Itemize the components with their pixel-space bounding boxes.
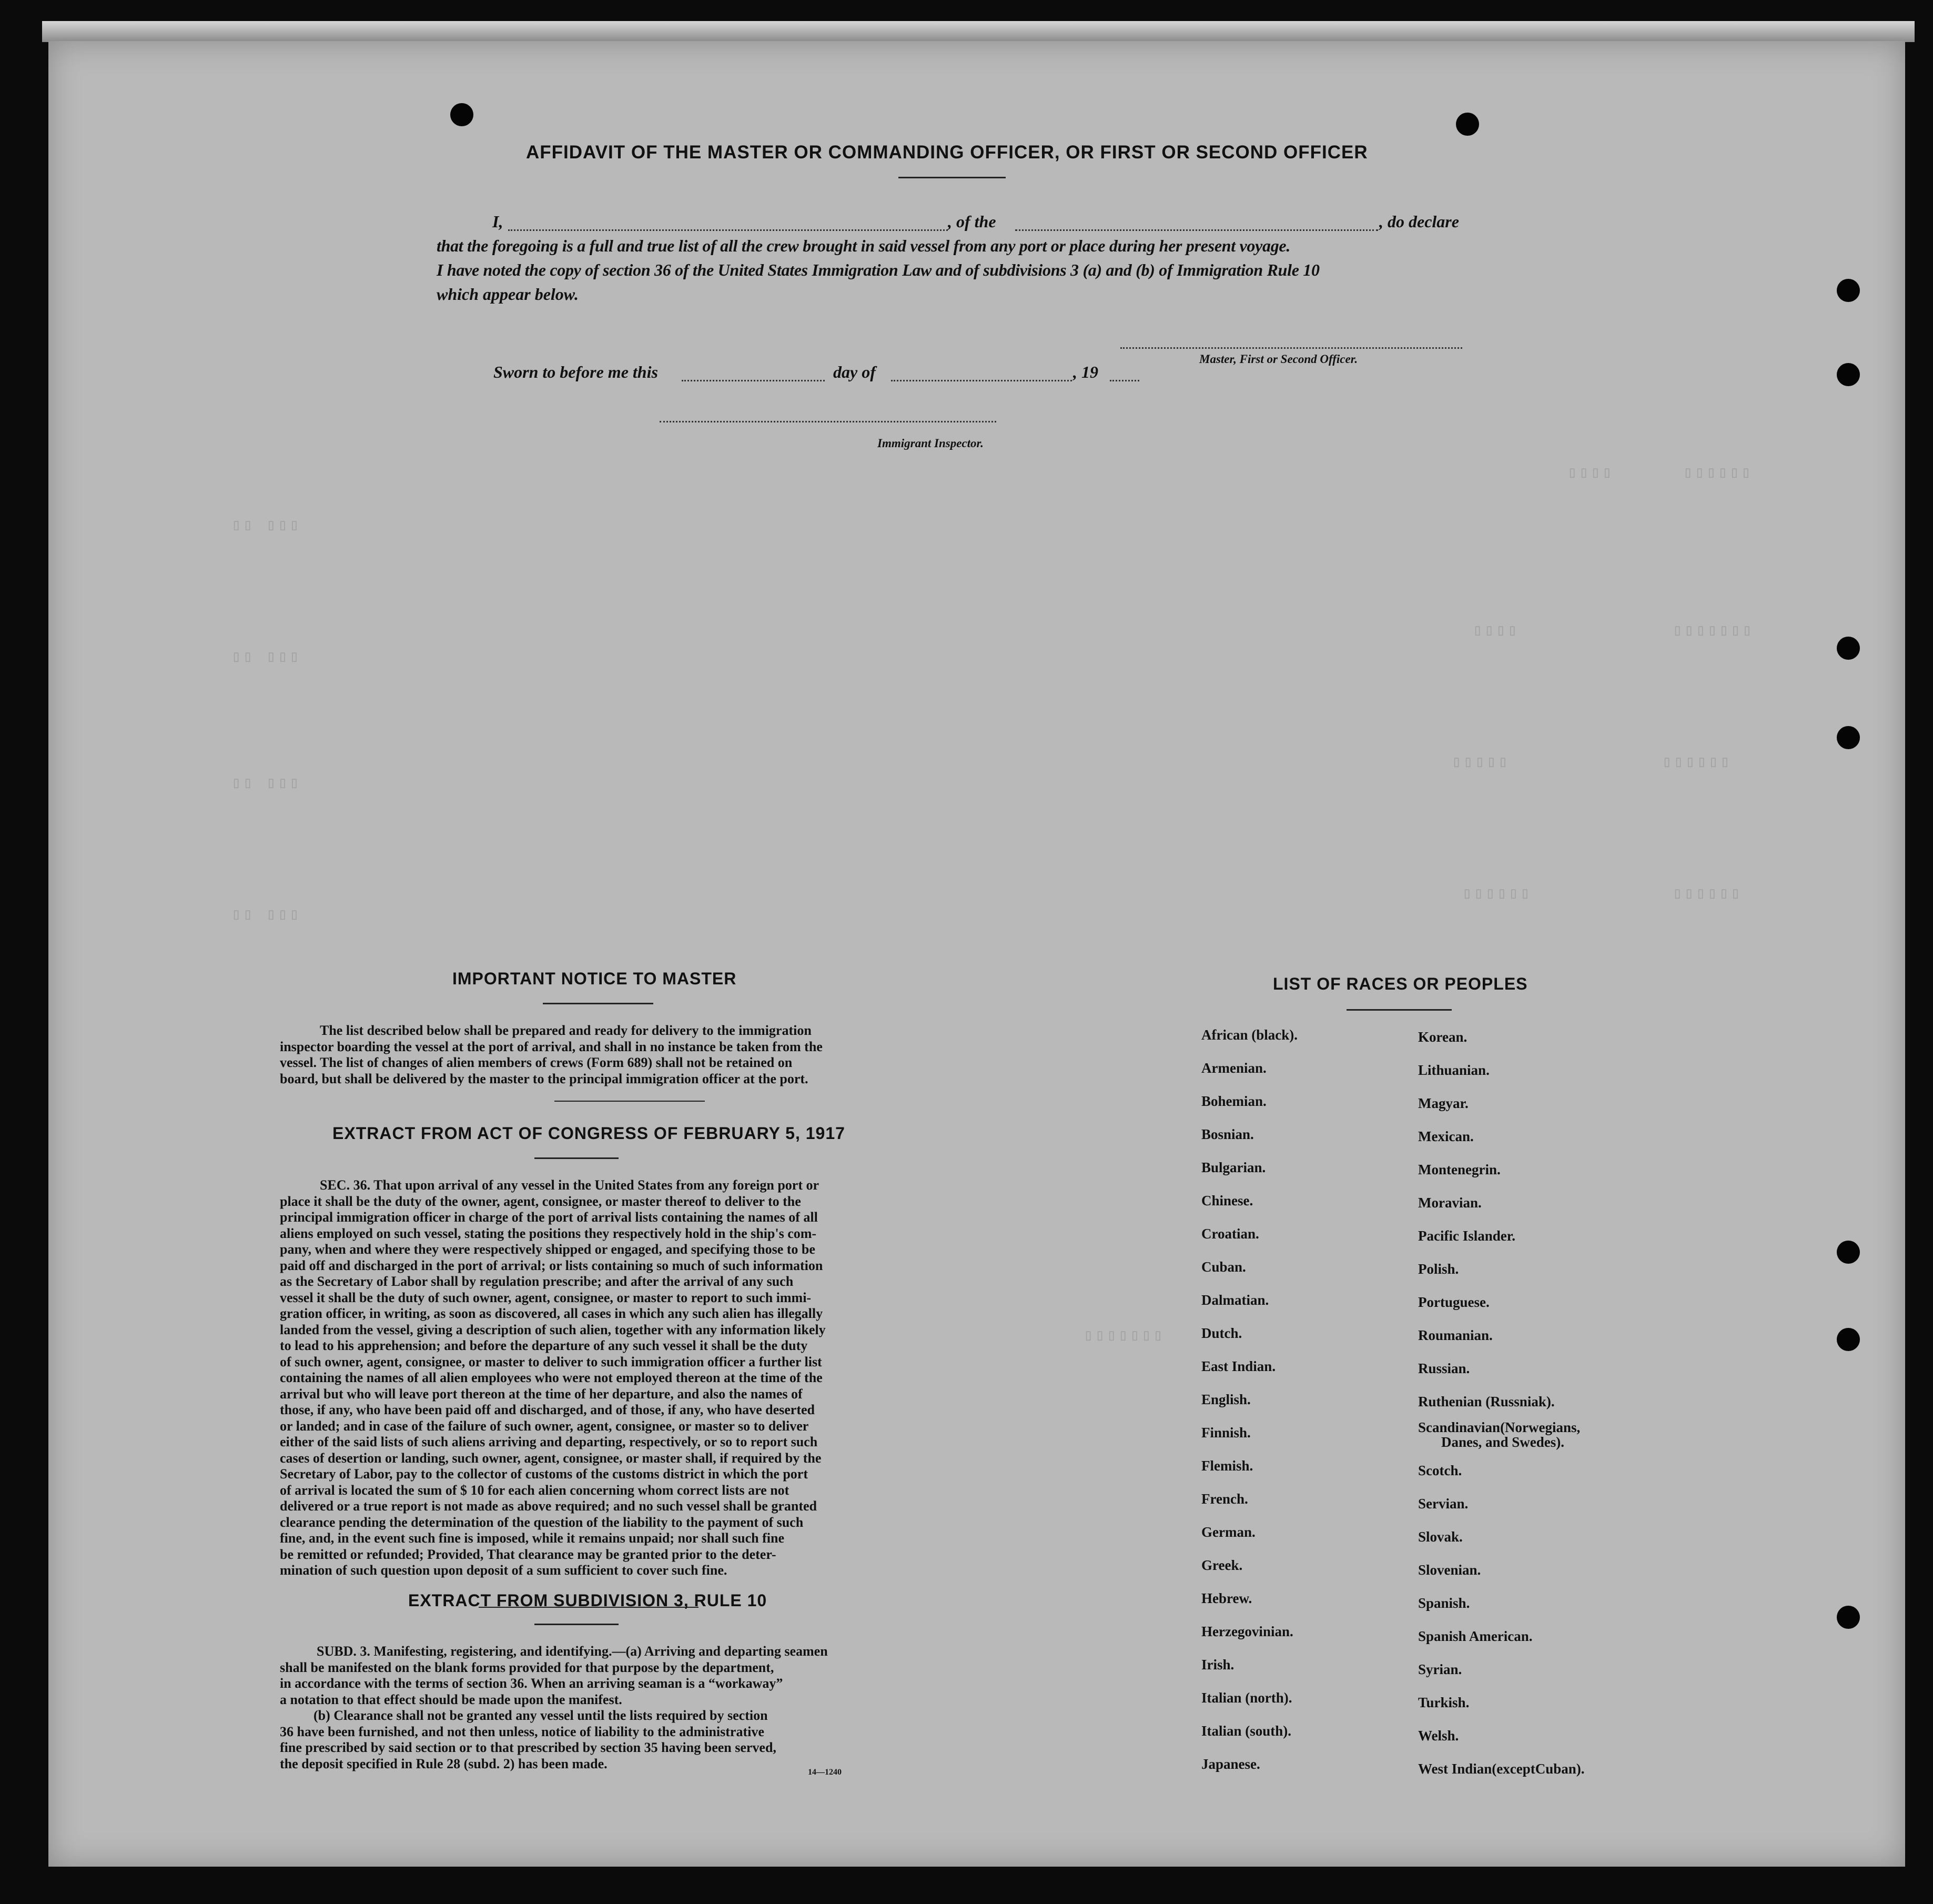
race-item: West Indian(exceptCuban). xyxy=(1418,1761,1585,1777)
race-item: Italian (south). xyxy=(1201,1723,1292,1739)
race-item: Japanese. xyxy=(1201,1756,1260,1772)
punch-hole xyxy=(1837,363,1860,386)
race-item: Servian. xyxy=(1418,1496,1469,1512)
sworn-day-field[interactable] xyxy=(682,380,825,381)
notice-title-rule xyxy=(543,1003,653,1004)
act-line: fine, and, in the event such fine is imposed, while it remains unpaid; nor shall such fine xyxy=(280,1530,785,1546)
bleed-through-text: ▯▯▯▯▯▯ xyxy=(1462,885,1532,903)
race-item: Welsh. xyxy=(1418,1728,1459,1744)
rule-line: the deposit specified in Rule 28 (subd. 2) has been made. xyxy=(280,1756,608,1771)
officer-signature-caption: Master, First or Second Officer. xyxy=(1199,352,1358,366)
act-line: SEC. 36. That upon arrival of any vessel in the United States from any foreign port or xyxy=(320,1177,819,1193)
rule-line: shall be manifested on the blank forms provided for that purpose by the department, xyxy=(280,1659,774,1675)
punch-hole xyxy=(1837,637,1860,660)
act-line: arrival but who will leave port thereon at the time of her departure, and also the names of xyxy=(280,1386,803,1402)
race-item: French. xyxy=(1201,1491,1248,1507)
race-item: English. xyxy=(1201,1392,1251,1407)
race-item: Moravian. xyxy=(1418,1195,1482,1211)
bleed-through-text: ▯▯ ▯▯▯ xyxy=(231,775,301,793)
race-item: Pacific Islander. xyxy=(1418,1228,1515,1244)
bleed-through-text: ▯▯▯▯ xyxy=(1473,622,1520,640)
act-title-rule xyxy=(534,1157,619,1159)
race-item-continued: Danes, and Swedes). xyxy=(1441,1434,1565,1450)
race-item: Armenian. xyxy=(1201,1060,1267,1076)
race-item: Magyar. xyxy=(1418,1095,1469,1111)
race-item: Cuban. xyxy=(1201,1259,1246,1275)
race-item: Korean. xyxy=(1418,1029,1468,1045)
act-line: containing the names of all alien employees who were not employed thereon at the time of the xyxy=(280,1370,823,1385)
act-paragraph xyxy=(280,1177,909,1579)
rule-title: EXTRACT FROM SUBDIVISION 3, RULE 10 xyxy=(408,1591,767,1610)
bleed-through-text: ▯▯▯▯▯ xyxy=(1452,754,1510,772)
rule-title-rule xyxy=(534,1624,619,1625)
affidavit-line-4: which appear below. xyxy=(437,285,579,304)
sworn-year-field[interactable] xyxy=(1110,380,1139,381)
act-line: principal immigration officer in charge of the port of arrival lists containing the names of all xyxy=(280,1210,818,1225)
race-item: Portuguese. xyxy=(1418,1294,1490,1310)
punch-hole xyxy=(450,103,473,126)
document-page xyxy=(48,41,1905,1867)
affidavit-of-the-label: , of the xyxy=(948,212,996,231)
act-line: Secretary of Labor, pay to the collector of customs of the customs district in which the port xyxy=(280,1466,808,1482)
act-line: aliens employed on such vessel, stating the positions they respectively hold in the ship's com- xyxy=(280,1225,817,1241)
act-line: be remitted or refunded; Provided, That clearance may be granted prior to the deter- xyxy=(280,1546,776,1562)
rule-line: in accordance with the terms of section 36. When an arriving seaman is a “workaway” xyxy=(280,1676,783,1691)
race-item: Bohemian. xyxy=(1201,1093,1267,1109)
act-line: those, if any, who have been paid off and discharged, and of those, if any, who have deserted xyxy=(280,1402,815,1417)
act-line: landed from the vessel, giving a description of such alien, together with any information likely xyxy=(280,1322,826,1337)
section-divider xyxy=(554,1101,705,1102)
affidavit-title: AFFIDAVIT OF THE MASTER OR COMMANDING OFFICER, OR FIRST OR SECOND OFFICER xyxy=(526,142,1368,163)
punch-hole xyxy=(1837,279,1860,302)
rule-line: a notation to that effect should be made upon the manifest. xyxy=(280,1691,622,1707)
races-title: LIST OF RACES OR PEOPLES xyxy=(1273,974,1528,993)
affidavit-line-2: that the foregoing is a full and true list of all the crew brought in said vessel from any port or place during her present voyage. xyxy=(437,236,1291,255)
affidavit-line-3: I have noted the copy of section 36 of the United States Immigration Law and of subdivisions 3 (a) and (b) of Immigration Rule 10 xyxy=(437,260,1320,279)
race-item: Flemish. xyxy=(1201,1458,1253,1474)
race-item: Mexican. xyxy=(1418,1129,1474,1144)
bleed-through-text: ▯▯▯▯▯▯ xyxy=(1673,885,1743,903)
race-item: Finnish. xyxy=(1201,1425,1251,1440)
race-item: Slovenian. xyxy=(1418,1562,1481,1578)
bleed-through-text: ▯▯ ▯▯▯ xyxy=(231,517,301,535)
act-line: vessel it shall be the duty of such owner, agent, consignee, or master to report to such immi- xyxy=(280,1290,812,1305)
notice-line: The list described below shall be prepared and ready for delivery to the immigration xyxy=(320,1023,812,1038)
act-line: gration officer, in writing, as soon as discovered, all cases in which any such alien has illegally xyxy=(280,1306,823,1321)
act-line: place it shall be the duty of the owner, agent, consignee, or master thereof to deliver to the xyxy=(280,1193,801,1209)
sworn-label: Sworn to before me this xyxy=(493,362,658,381)
rule-line: (b) Clearance shall not be granted any vessel until the lists required by section xyxy=(313,1708,768,1723)
race-item: Roumanian. xyxy=(1418,1327,1493,1343)
race-item: Italian (north). xyxy=(1201,1690,1292,1706)
race-item: East Indian. xyxy=(1201,1358,1276,1374)
race-item: Montenegrin. xyxy=(1418,1162,1501,1177)
page-top-edge xyxy=(42,21,1915,42)
race-item: Dutch. xyxy=(1201,1325,1242,1341)
notice-line: board, but shall be delivered by the master to the principal immigration officer at the port. xyxy=(280,1071,808,1086)
race-item: Spanish American. xyxy=(1418,1628,1533,1644)
inspector-signature-field[interactable] xyxy=(660,421,996,422)
inspector-caption: Immigrant Inspector. xyxy=(877,437,984,450)
bleed-through-text: ▯▯ ▯▯▯ xyxy=(231,649,301,667)
race-item: Scotch. xyxy=(1418,1463,1462,1478)
race-item: Lithuanian. xyxy=(1418,1062,1490,1078)
act-line: mination of such question upon deposit of a sum sufficient to cover such fine. xyxy=(280,1563,727,1578)
race-item: Croatian. xyxy=(1201,1226,1259,1242)
rule-paragraph xyxy=(280,1644,909,1772)
punch-hole xyxy=(1456,113,1479,136)
rule-line: 36 have been furnished, and not then unless, notice of liability to the administrative xyxy=(280,1724,764,1739)
bleed-through-text: ▯▯ ▯▯▯ xyxy=(231,906,301,924)
act-line: pany, when and where they were respectively shipped or engaged, and specifying those to be xyxy=(280,1242,815,1257)
year-label: , 19 xyxy=(1073,362,1098,381)
act-title: EXTRACT FROM ACT OF CONGRESS OF FEBRUARY 5, 1917 xyxy=(332,1124,845,1143)
punch-hole xyxy=(1837,1328,1860,1351)
race-item: Chinese. xyxy=(1201,1193,1253,1208)
act-line: to lead to his apprehension; and before the departure of any such vessel it shall be the duty xyxy=(280,1338,808,1353)
affiant-name-field[interactable] xyxy=(508,229,948,231)
notice-paragraph xyxy=(280,1023,909,1087)
punch-hole xyxy=(1837,1606,1860,1629)
act-line: paid off and discharged in the port of arrival; or lists containing so much of such information xyxy=(280,1257,823,1273)
notice-line: inspector boarding the vessel at the port of arrival, and shall in no instance be taken from the xyxy=(280,1039,823,1054)
act-line: of such owner, agent, consignee, or master to deliver to such immigration officer a further list xyxy=(280,1354,822,1369)
act-line: delivered or a true report is not made as above required; and no such vessel shall be granted xyxy=(280,1498,817,1514)
act-line: clearance pending the determination of the question of the liability to the payment of such xyxy=(280,1514,804,1530)
race-item: African (black). xyxy=(1201,1027,1298,1043)
race-item: Scandinavian(Norwegians, xyxy=(1418,1419,1581,1435)
bleed-through-text: ▯▯▯▯▯▯ xyxy=(1662,754,1732,772)
affidavit-declare-label: , do declare xyxy=(1379,212,1459,231)
bleed-through-text: ▯▯▯▯▯▯▯ xyxy=(1673,622,1754,640)
bleed-through-text: ▯▯▯▯▯▯▯ xyxy=(1084,1327,1165,1345)
bleed-through-text: ▯▯▯▯▯▯ xyxy=(1683,465,1753,482)
act-line: either of the said lists of such aliens arriving and departing, respectively, or so to report such xyxy=(280,1434,818,1449)
act-line: of arrival is located the sum of $ 10 for each alien concerning whom correct lists are not xyxy=(280,1482,790,1498)
race-item: Herzegovinian. xyxy=(1201,1624,1293,1639)
race-item: Polish. xyxy=(1418,1261,1459,1277)
punch-hole xyxy=(1837,726,1860,749)
act-line: cases of desertion or landing, such owner, agent, consignee, or master shall, if required by the xyxy=(280,1450,822,1466)
race-item: Dalmatian. xyxy=(1201,1292,1269,1308)
officer-signature-field[interactable] xyxy=(1120,347,1462,349)
vessel-name-field[interactable] xyxy=(1015,229,1378,231)
title-rule xyxy=(898,177,1006,178)
notice-line: vessel. The list of changes of alien members of crews (Form 689) shall not be retained on xyxy=(280,1055,793,1070)
race-item: Spanish. xyxy=(1418,1595,1470,1611)
race-item: Bosnian. xyxy=(1201,1126,1254,1142)
act-line: as the Secretary of Labor shall by regulation prescribe; and after the arrival of any such xyxy=(280,1274,794,1289)
race-item: Syrian. xyxy=(1418,1661,1462,1677)
race-item: German. xyxy=(1201,1524,1256,1540)
punch-hole xyxy=(1837,1241,1860,1264)
race-item: Bulgarian. xyxy=(1201,1160,1266,1175)
race-item: Hebrew. xyxy=(1201,1590,1252,1606)
sworn-month-field[interactable] xyxy=(891,380,1072,381)
race-item: Greek. xyxy=(1201,1557,1243,1573)
day-of-label: day of xyxy=(833,362,876,381)
race-item: Irish. xyxy=(1201,1657,1234,1673)
form-number: 14—1240 xyxy=(808,1768,842,1777)
race-item: Russian. xyxy=(1418,1361,1470,1376)
rule-line: fine prescribed by said section or to that prescribed by section 35 having been served, xyxy=(280,1740,776,1755)
races-title-rule xyxy=(1347,1009,1452,1011)
race-item: Ruthenian (Russniak). xyxy=(1418,1394,1555,1409)
affidavit-i-label: I, xyxy=(492,212,503,231)
race-item: Slovak. xyxy=(1418,1529,1463,1545)
rule-line: SUBD. 3. Manifesting, registering, and identifying.—(a) Arriving and departing seamen xyxy=(317,1644,828,1659)
bleed-through-text: ▯▯▯▯ xyxy=(1567,465,1614,482)
notice-title: IMPORTANT NOTICE TO MASTER xyxy=(452,969,737,988)
act-line: or landed; and in case of the failure of such owner, agent, consignee, or master so to deliver xyxy=(280,1418,809,1434)
race-item: Turkish. xyxy=(1418,1695,1470,1710)
